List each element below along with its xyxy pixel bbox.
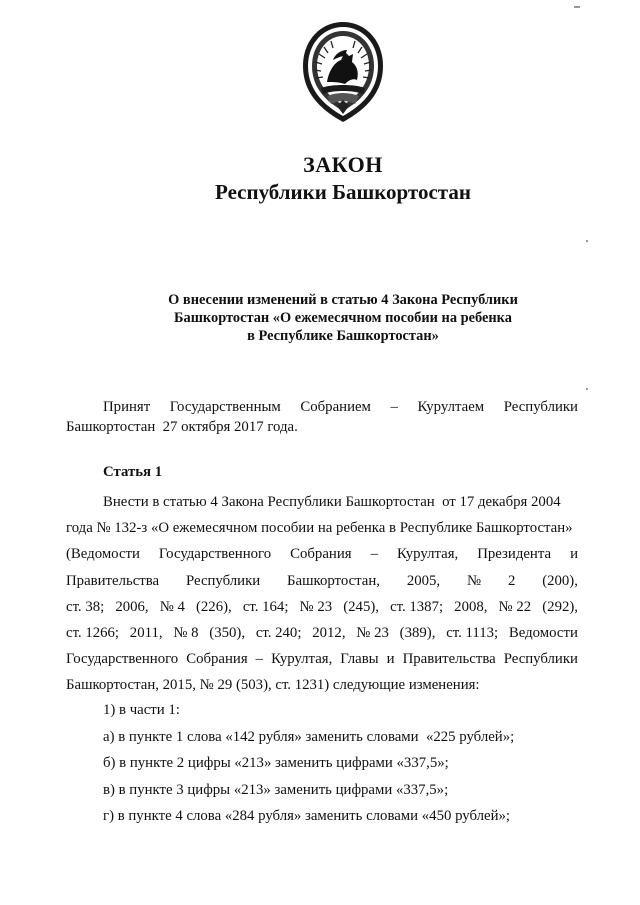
word: Ведомости: [508, 625, 578, 642]
word: Правительства: [66, 572, 160, 589]
word: № 23: [299, 598, 333, 615]
word: № 8: [173, 625, 199, 642]
list-item: г) в пункте 4 слова «284 рубля» заменить словами «450 рублей»;: [103, 808, 511, 825]
word: –: [390, 399, 398, 415]
list-item: б) в пункте 2 цифры «213» заменить цифрами «337,5»;: [103, 755, 449, 772]
word: и: [386, 651, 395, 668]
word: №: [466, 572, 482, 589]
word: ст. 1387;: [390, 598, 444, 615]
word: Курултая,: [271, 651, 333, 668]
list-item: а) в пункте 1 слова «142 рубля» заменить словами «225 рублей»;: [103, 728, 515, 745]
word: (389),: [399, 625, 436, 642]
word: Правительства: [402, 651, 496, 668]
word: и: [570, 546, 578, 563]
word: 2006,: [115, 598, 149, 615]
word: Башкортостан,: [287, 572, 380, 589]
word: ст. 38;: [66, 598, 105, 615]
list-item: в) в пункте 3 цифры «213» заменить цифрами «337,5»;: [103, 781, 449, 798]
scan-mark: [586, 240, 588, 242]
subject-line: Башкортостан «О ежемесячном пособии на ребенка: [174, 310, 512, 326]
word: –: [370, 546, 378, 563]
word: (Ведомости: [66, 546, 140, 563]
word: ст. 1113;: [446, 625, 499, 642]
body-line: [66, 594, 578, 620]
word: Собрания: [186, 651, 248, 668]
word: ст. 1266;: [66, 625, 120, 642]
word: Государственного: [158, 546, 272, 563]
word: Республики: [503, 651, 578, 668]
word: 2008,: [454, 598, 488, 615]
word: (200),: [542, 572, 578, 589]
law-title: ЗАКОН: [303, 152, 383, 177]
word: Курултая,: [396, 546, 459, 563]
word: (350),: [209, 625, 246, 642]
word: Курултаем: [417, 399, 485, 415]
republic-title: Республики Башкортостан: [215, 180, 471, 204]
adoption-date-line: Башкортостан 27 октября 2017 года.: [66, 419, 298, 435]
word: (292),: [542, 598, 578, 615]
adoption-paragraph: [66, 397, 578, 437]
word: Собранием: [300, 399, 371, 415]
law-subject: [120, 291, 566, 345]
subject-line: в Республике Башкортостан»: [247, 328, 439, 344]
word: Принят: [103, 399, 151, 415]
word: 2012,: [312, 625, 346, 642]
word: (226),: [195, 598, 232, 615]
amendment-list: [103, 697, 514, 830]
body-line: [66, 646, 578, 672]
word: Государственным: [169, 399, 281, 415]
word: (245),: [343, 598, 379, 615]
word: Собрания: [290, 546, 352, 563]
body-line: [66, 620, 578, 646]
word: Президента: [477, 546, 552, 563]
word: Государственного: [66, 651, 179, 668]
word: № 22: [498, 598, 532, 615]
word: Главы: [340, 651, 379, 668]
word: ст. 240;: [255, 625, 302, 642]
bashkortostan-coat-of-arms-icon: [297, 20, 389, 124]
word: № 23: [356, 625, 389, 642]
body-line: года № 132-з «О ежемесячном пособии на ребенка в Республике Башкортостан»: [66, 520, 573, 537]
body-line: Внести в статью 4 Закона Республики Башкортостан от 17 декабря 2004: [103, 494, 561, 510]
word: Республики: [503, 399, 578, 415]
word: № 4: [159, 598, 185, 615]
adoption-line: [66, 397, 578, 417]
article-heading: Статья 1: [103, 464, 163, 480]
body-line: Башкортостан, 2015, № 29 (503), ст. 1231) следующие изменения:: [66, 677, 480, 694]
word: 2011,: [129, 625, 163, 642]
list-item: 1) в части 1:: [103, 702, 180, 718]
word: 2005,: [406, 572, 441, 589]
subject-line: О внесении изменений в статью 4 Закона Республики: [168, 292, 518, 308]
word: ст. 164;: [242, 598, 289, 615]
word: –: [255, 651, 264, 668]
body-line: [66, 541, 578, 567]
scan-mark: [574, 6, 580, 8]
body-line: [66, 568, 578, 594]
article-body: [66, 489, 578, 699]
word: 2: [507, 572, 516, 589]
scan-mark: [586, 388, 588, 390]
word: Республики: [185, 572, 261, 589]
